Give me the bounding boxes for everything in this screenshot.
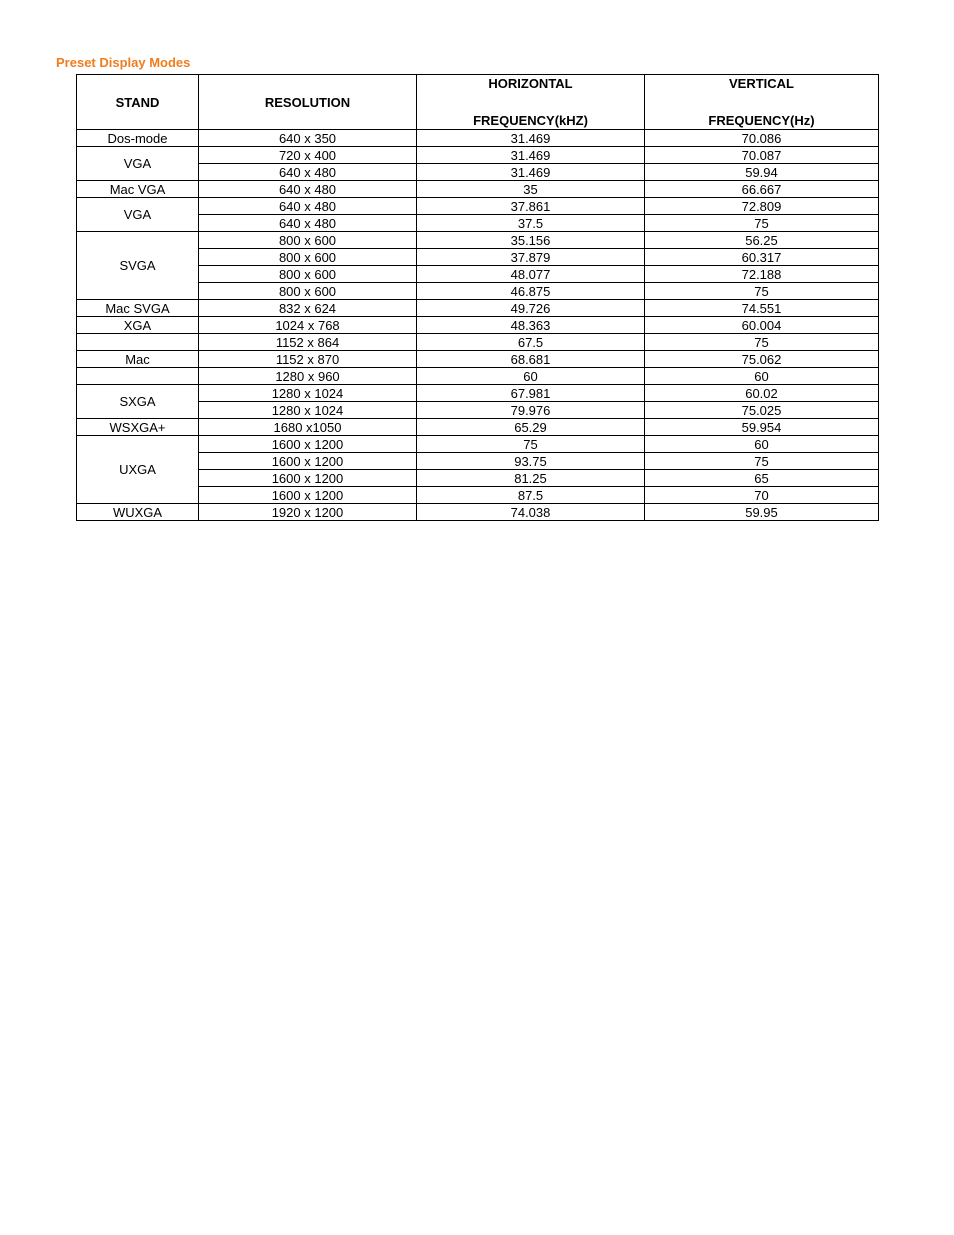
header-vertical-top: VERTICAL (729, 76, 794, 91)
resolution-cell: 640 x 480 (199, 198, 417, 215)
header-resolution-label: RESOLUTION (264, 94, 351, 110)
header-vertical (645, 75, 879, 130)
resolution-cell: 1920 x 1200 (199, 504, 417, 521)
stand-cell: UXGA (77, 436, 199, 504)
header-row (77, 75, 879, 130)
horizontal-frequency-cell: 35 (417, 181, 645, 198)
stand-cell: XGA (77, 317, 199, 334)
horizontal-frequency-cell: 31.469 (417, 147, 645, 164)
vertical-frequency-cell: 70.086 (645, 130, 879, 147)
vertical-frequency-cell: 74.551 (645, 300, 879, 317)
table-row (77, 130, 879, 147)
stand-cell: Mac VGA (77, 181, 199, 198)
horizontal-frequency-cell: 67.5 (417, 334, 645, 351)
horizontal-frequency-cell: 37.879 (417, 249, 645, 266)
resolution-cell: 1600 x 1200 (199, 487, 417, 504)
horizontal-frequency-cell: 48.363 (417, 317, 645, 334)
header-vertical-bottom: FREQUENCY(Hz) (708, 113, 815, 128)
stand-cell: Dos-mode (77, 130, 199, 147)
vertical-frequency-cell: 65 (645, 470, 879, 487)
vertical-frequency-cell: 72.809 (645, 198, 879, 215)
horizontal-frequency-cell: 37.5 (417, 215, 645, 232)
section-title: Preset Display Modes (56, 55, 191, 70)
stand-cell: Mac (77, 351, 199, 368)
vertical-frequency-cell: 56.25 (645, 232, 879, 249)
horizontal-frequency-cell: 46.875 (417, 283, 645, 300)
resolution-cell: 1600 x 1200 (199, 470, 417, 487)
vertical-frequency-cell: 72.188 (645, 266, 879, 283)
vertical-frequency-cell: 75 (645, 215, 879, 232)
vertical-frequency-cell: 60.02 (645, 385, 879, 402)
table-row (77, 300, 879, 317)
vertical-frequency-cell: 60.317 (645, 249, 879, 266)
stand-cell: Mac SVGA (77, 300, 199, 317)
table-row (77, 419, 879, 436)
horizontal-frequency-cell: 31.469 (417, 130, 645, 147)
horizontal-frequency-cell: 93.75 (417, 453, 645, 470)
table-row (77, 504, 879, 521)
resolution-cell: 720 x 400 (199, 147, 417, 164)
horizontal-frequency-cell: 31.469 (417, 164, 645, 181)
horizontal-frequency-cell: 60 (417, 368, 645, 385)
header-resolution (199, 75, 417, 130)
resolution-cell: 1600 x 1200 (199, 436, 417, 453)
preset-modes-table (76, 74, 879, 521)
table-row (77, 198, 879, 215)
horizontal-frequency-cell: 79.976 (417, 402, 645, 419)
table-row (77, 436, 879, 453)
horizontal-frequency-cell: 65.29 (417, 419, 645, 436)
vertical-frequency-cell: 66.667 (645, 181, 879, 198)
table-row (77, 368, 879, 385)
stand-cell (77, 334, 199, 351)
table-row (77, 351, 879, 368)
vertical-frequency-cell: 75 (645, 453, 879, 470)
horizontal-frequency-cell: 87.5 (417, 487, 645, 504)
horizontal-frequency-cell: 35.156 (417, 232, 645, 249)
stand-cell: WUXGA (77, 504, 199, 521)
table-row (77, 317, 879, 334)
resolution-cell: 1024 x 768 (199, 317, 417, 334)
vertical-frequency-cell: 59.94 (645, 164, 879, 181)
resolution-cell: 1152 x 864 (199, 334, 417, 351)
resolution-cell: 1152 x 870 (199, 351, 417, 368)
resolution-cell: 640 x 480 (199, 181, 417, 198)
resolution-cell: 800 x 600 (199, 232, 417, 249)
header-stand (77, 75, 199, 130)
table-row (77, 385, 879, 402)
resolution-cell: 800 x 600 (199, 283, 417, 300)
horizontal-frequency-cell: 48.077 (417, 266, 645, 283)
vertical-frequency-cell: 70.087 (645, 147, 879, 164)
horizontal-frequency-cell: 68.681 (417, 351, 645, 368)
resolution-cell: 640 x 480 (199, 215, 417, 232)
resolution-cell: 1280 x 1024 (199, 385, 417, 402)
table-header (77, 75, 879, 130)
vertical-frequency-cell: 60 (645, 368, 879, 385)
table-row (77, 181, 879, 198)
horizontal-frequency-cell: 67.981 (417, 385, 645, 402)
stand-cell: VGA (77, 198, 199, 232)
vertical-frequency-cell: 75 (645, 334, 879, 351)
resolution-cell: 1280 x 1024 (199, 402, 417, 419)
vertical-frequency-cell: 60.004 (645, 317, 879, 334)
header-stand-label: STAND (115, 94, 160, 110)
vertical-frequency-cell: 59.95 (645, 504, 879, 521)
resolution-cell: 1280 x 960 (199, 368, 417, 385)
stand-cell: VGA (77, 147, 199, 181)
horizontal-frequency-cell: 74.038 (417, 504, 645, 521)
stand-cell: SVGA (77, 232, 199, 300)
table-body (77, 130, 879, 521)
resolution-cell: 640 x 480 (199, 164, 417, 181)
horizontal-frequency-cell: 75 (417, 436, 645, 453)
horizontal-frequency-cell: 81.25 (417, 470, 645, 487)
resolution-cell: 800 x 600 (199, 249, 417, 266)
resolution-cell: 640 x 350 (199, 130, 417, 147)
resolution-cell: 1600 x 1200 (199, 453, 417, 470)
header-horizontal-bottom: FREQUENCY(kHZ) (473, 113, 588, 128)
stand-cell (77, 368, 199, 385)
vertical-frequency-cell: 59.954 (645, 419, 879, 436)
vertical-frequency-cell: 60 (645, 436, 879, 453)
resolution-cell: 832 x 624 (199, 300, 417, 317)
horizontal-frequency-cell: 37.861 (417, 198, 645, 215)
vertical-frequency-cell: 75.062 (645, 351, 879, 368)
table-row (77, 147, 879, 164)
vertical-frequency-cell: 75.025 (645, 402, 879, 419)
resolution-cell: 800 x 600 (199, 266, 417, 283)
header-horizontal (417, 75, 645, 130)
stand-cell: SXGA (77, 385, 199, 419)
table-row (77, 334, 879, 351)
resolution-cell: 1680 x1050 (199, 419, 417, 436)
table-row (77, 232, 879, 249)
horizontal-frequency-cell: 49.726 (417, 300, 645, 317)
vertical-frequency-cell: 70 (645, 487, 879, 504)
stand-cell: WSXGA+ (77, 419, 199, 436)
vertical-frequency-cell: 75 (645, 283, 879, 300)
header-horizontal-top: HORIZONTAL (488, 76, 573, 91)
